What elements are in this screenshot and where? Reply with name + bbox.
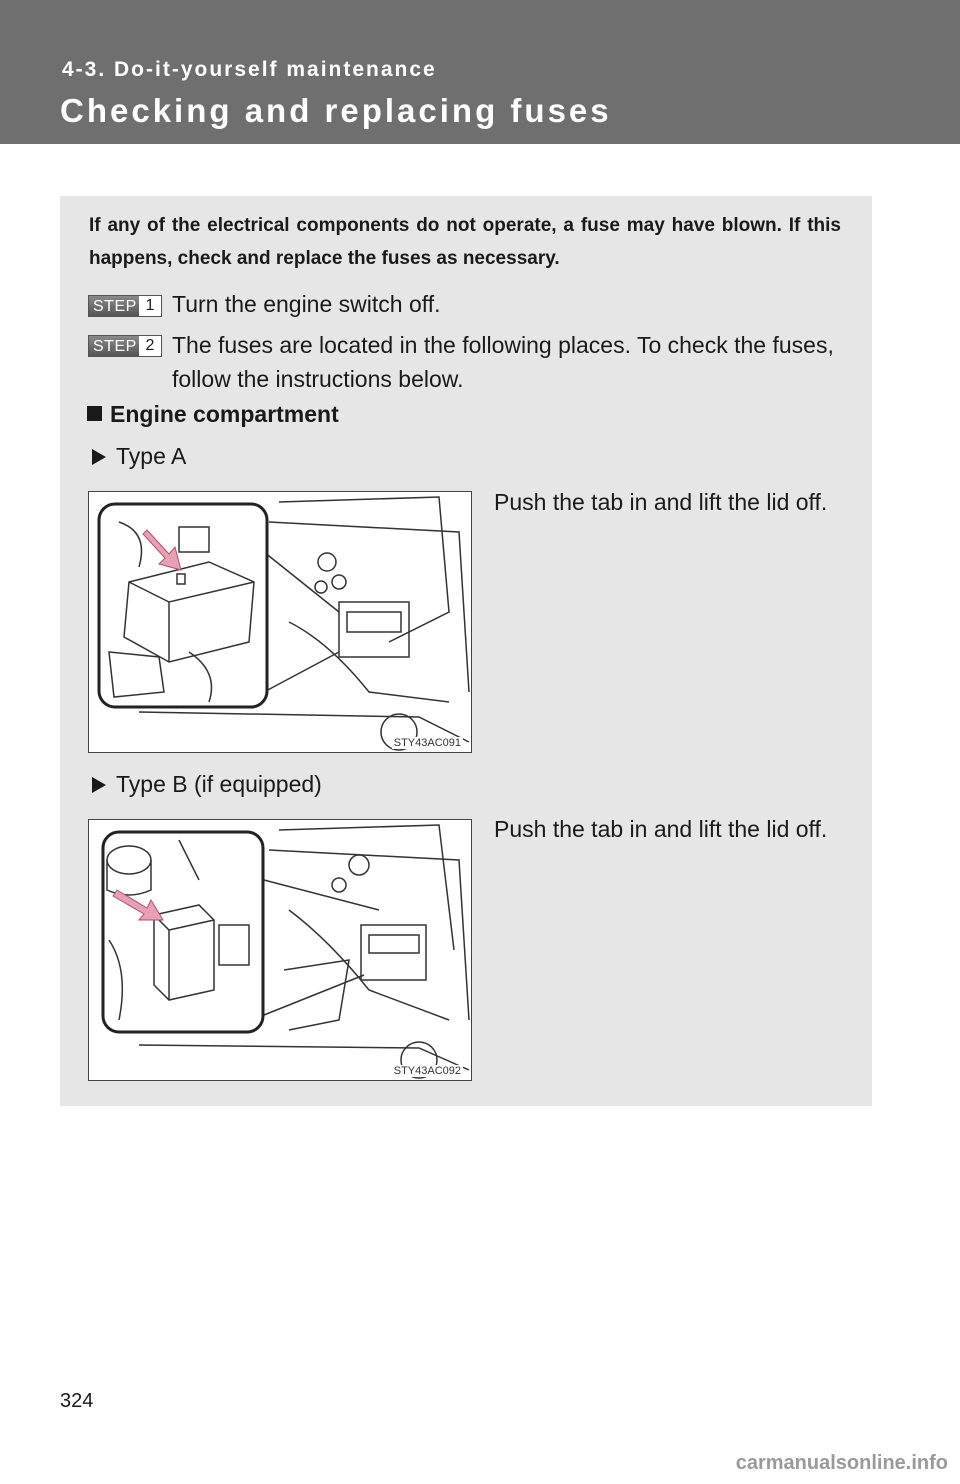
intro-text: If any of the electrical components do not operate, a fuse may have blown. If this happens, check and replace the fuses as necessary. xyxy=(89,215,841,269)
type-a-description: Push the tab in and lift the lid off. xyxy=(494,489,828,515)
page-header xyxy=(0,0,960,144)
triangle-bullet-icon xyxy=(92,777,106,793)
page-title: Checking and replacing fuses xyxy=(60,92,612,129)
section-label: 4-3. Do-it-yourself maintenance xyxy=(62,58,437,81)
step-1-text: Turn the engine switch off. xyxy=(172,291,441,317)
square-bullet-icon xyxy=(87,406,102,421)
step-2-text: The fuses are located in the following places. To check the fuses, follow the instructions below. xyxy=(172,332,834,392)
step-1-badge: STEP 1 xyxy=(88,295,162,317)
type-a-label: Type A xyxy=(92,443,186,470)
type-b-figure xyxy=(88,819,472,1081)
triangle-bullet-icon xyxy=(92,449,106,465)
type-a-figure xyxy=(88,491,472,753)
engine-compartment-illustration-b xyxy=(89,820,472,1081)
step-2-badge: STEP 2 xyxy=(88,335,162,357)
type-b-description: Push the tab in and lift the lid off. xyxy=(494,816,828,842)
engine-compartment-illustration-a xyxy=(89,492,472,753)
section-heading: Engine compartment xyxy=(87,401,339,428)
watermark: carmanualsonline.info xyxy=(735,1452,948,1474)
page-number: 324 xyxy=(60,1390,94,1412)
type-b-label: Type B (if equipped) xyxy=(92,771,322,798)
figure-code: STY43AC091 xyxy=(393,737,461,749)
figure-code: STY43AC092 xyxy=(393,1065,461,1077)
